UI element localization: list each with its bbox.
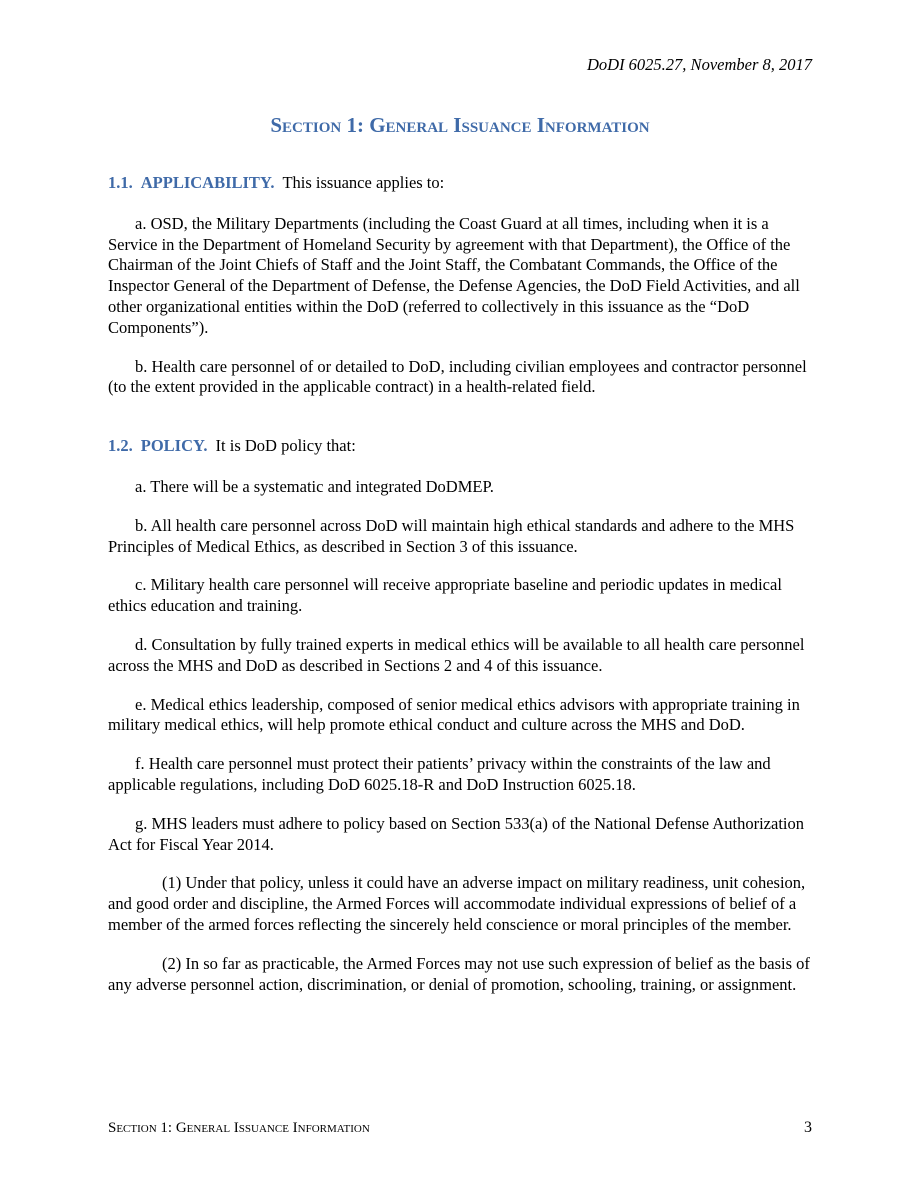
applicability-item-b: b. Health care personnel of or detailed to DoD, including civilian employees and contractor personnel (to the extent provided in the applicable contract) in a health-related field.	[108, 356, 807, 397]
policy-item-g: g. MHS leaders must adhere to policy based on Section 533(a) of the National Defense Authorization Act for Fiscal Year 2014.	[108, 813, 804, 854]
policy-number: 1.2.	[108, 436, 133, 456]
policy-subitem-2: (2) In so far as practicable, the Armed Forces may not use such expression of belief as the basis of any adverse personnel action, discrimination, or denial of promotion, schooling, training, or assignment.	[108, 953, 810, 994]
page-number: 3	[804, 1119, 812, 1136]
policy-label: POLICY.	[140, 436, 208, 456]
policy-item-f: f. Health care personnel must protect their patients’ privacy within the constraints of the law and applicable regulations, including DoD 6025.18-R and DoD Instruction 6025.18.	[108, 754, 771, 794]
policy-item-c: c. Military health care personnel will receive appropriate baseline and periodic updates in medical ethics education and training.	[108, 575, 782, 616]
policy-item-a: a. There will be a systematic and integrated DoDMEP.	[135, 476, 494, 496]
running-header: DoDI 6025.27, November 8, 2017	[586, 55, 812, 74]
policy-intro: It is DoD policy that:	[215, 436, 356, 456]
applicability-number: 1.1.	[108, 173, 133, 192]
document-body	[108, 173, 812, 1013]
applicability-label: APPLICABILITY.	[140, 173, 275, 192]
policy-item-e: e. Medical ethics leadership, composed of senior medical ethics advisors with appropriate training in military medical ethics, will help promote ethical conduct and culture across the MHS and DoD.	[108, 694, 800, 735]
applicability-heading	[108, 173, 812, 194]
applicability-intro: This issuance applies to:	[282, 173, 445, 192]
policy-subitem-1: (1) Under that policy, unless it could have an adverse impact on military readiness, unit cohesion, and good order and discipline, the Armed Forces will accommodate individual expressions of belief of a member of the armed forces reflecting the sincerely held conscience or moral principles of the member.	[108, 873, 806, 934]
section-title: Section 1: General Issuance Information	[270, 113, 650, 137]
applicability-item-a: a. OSD, the Military Departments (including the Coast Guard at all times, including when it is a Service in the Department of Homeland Security by agreement with that Department), the Office of the Chairman of the Joint Chiefs of Staff and the Joint Staff, the Combatant Commands, the Office of the Inspector General of the Department of Defense, the Defense Agencies, the DoD Field Activities, and all other organizational entities within the DoD (referred to collectively in this issuance as the “DoD Components”).	[108, 213, 800, 337]
policy-heading	[108, 436, 812, 457]
policy-item-b: b. All health care personnel across DoD will maintain high ethical standards and adhere to the MHS Principles of Medical Ethics, as described in Section 3 of this issuance.	[108, 515, 795, 556]
footer-section-title: Section 1: General Issuance Information	[108, 1120, 370, 1136]
policy-item-d: d. Consultation by fully trained experts in medical ethics will be available to all health care personnel across the MHS and DoD as described in Sections 2 and 4 of this issuance.	[108, 634, 805, 675]
